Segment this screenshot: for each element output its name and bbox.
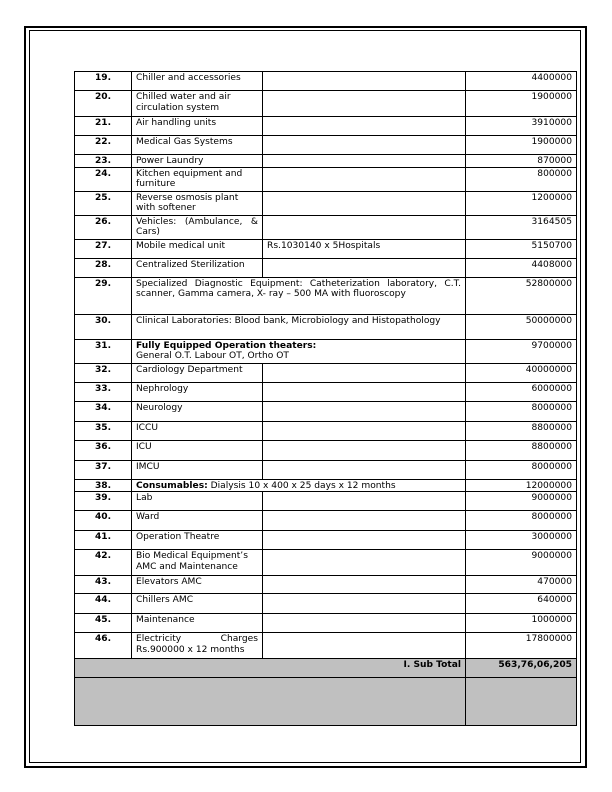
- budget-table: [74, 71, 577, 726]
- item-description: ICU: [132, 440, 263, 460]
- row-number: 20.: [75, 91, 132, 117]
- table-row: [75, 382, 577, 401]
- row-number: 30.: [75, 314, 132, 339]
- item-description: Cardiology Department: [132, 363, 263, 382]
- table-row: [75, 614, 577, 633]
- item-detail: [263, 136, 466, 155]
- item-description: Elevators AMC: [132, 576, 263, 594]
- table-row: [75, 492, 577, 511]
- table-row: [75, 191, 577, 215]
- row-number: 45.: [75, 614, 132, 633]
- item-amount: 1900000: [466, 136, 577, 155]
- row-number: 33.: [75, 382, 132, 401]
- row-number: 32.: [75, 363, 132, 382]
- subtotal-label: I. Sub Total: [75, 659, 466, 678]
- table-row: [75, 460, 577, 479]
- table-row: [75, 117, 577, 136]
- item-description: Bio Medical Equipment’s AMC and Maintenance: [132, 550, 263, 576]
- item-subtext: Dialysis 10 x 400 x 25 days x 12 months: [207, 480, 396, 491]
- item-description: Kitchen equipment and furniture: [132, 167, 263, 191]
- table-row: [75, 633, 577, 659]
- item-detail: Rs.1030140 x 5Hospitals: [263, 239, 466, 258]
- item-detail: [263, 440, 466, 460]
- table-row: [75, 91, 577, 117]
- item-description: Chilled water and air circulation system: [132, 91, 263, 117]
- item-detail: [263, 117, 466, 136]
- item-amount: 9700000: [466, 339, 577, 363]
- item-heading: Fully Equipped Operation theaters:: [136, 340, 317, 351]
- item-description: Electricity Charges Rs.900000 x 12 months: [132, 633, 263, 659]
- blank-cell: [466, 678, 577, 726]
- item-description: Operation Theatre: [132, 531, 263, 550]
- item-amount: 4400000: [466, 72, 577, 91]
- item-description: Neurology: [132, 401, 263, 421]
- row-number: 37.: [75, 460, 132, 479]
- table-row: [75, 479, 577, 492]
- table-row: [75, 550, 577, 576]
- item-amount: 470000: [466, 576, 577, 594]
- item-heading: Consumables:: [136, 480, 208, 491]
- item-description: Chiller and accessories: [132, 72, 263, 91]
- item-description: IMCU: [132, 460, 263, 479]
- item-description: Centralized Sterilization: [132, 258, 263, 277]
- row-number: 35.: [75, 421, 132, 440]
- item-description: Mobile medical unit: [132, 239, 263, 258]
- table-row: [75, 511, 577, 531]
- item-description: [132, 339, 466, 363]
- item-description: Nephrology: [132, 382, 263, 401]
- row-number: 29.: [75, 277, 132, 314]
- table-row: [75, 576, 577, 594]
- item-amount: 9000000: [466, 492, 577, 511]
- item-detail: [263, 633, 466, 659]
- table-row: [75, 421, 577, 440]
- table-row: [75, 167, 577, 191]
- row-number: 23.: [75, 155, 132, 168]
- item-amount: 4408000: [466, 258, 577, 277]
- item-amount: 8000000: [466, 511, 577, 531]
- item-detail: [263, 550, 466, 576]
- subtotal-row: [75, 659, 577, 678]
- blank-cell: [75, 678, 466, 726]
- item-description: Specialized Diagnostic Equipment: Catheterization laboratory, C.T. scanner, Gamma camera, X- ray – 500 MA with fluoroscopy: [132, 277, 466, 314]
- item-description: Clinical Laboratories: Blood bank, Microbiology and Histopathology: [132, 314, 466, 339]
- row-number: 28.: [75, 258, 132, 277]
- item-description: Ward: [132, 511, 263, 531]
- item-detail: [263, 492, 466, 511]
- table-row: [75, 277, 577, 314]
- item-detail: [263, 401, 466, 421]
- item-amount: 1000000: [466, 614, 577, 633]
- item-amount: 52800000: [466, 277, 577, 314]
- item-detail: [263, 576, 466, 594]
- table-row: [75, 314, 577, 339]
- item-amount: 8000000: [466, 401, 577, 421]
- table-row: [75, 440, 577, 460]
- table-row: [75, 594, 577, 614]
- item-amount: 40000000: [466, 363, 577, 382]
- item-amount: 5150700: [466, 239, 577, 258]
- item-amount: 3164505: [466, 215, 577, 239]
- item-detail: [263, 511, 466, 531]
- row-number: 46.: [75, 633, 132, 659]
- item-description: Power Laundry: [132, 155, 263, 168]
- row-number: 21.: [75, 117, 132, 136]
- item-amount: 8800000: [466, 440, 577, 460]
- item-description: ICCU: [132, 421, 263, 440]
- table-row: [75, 401, 577, 421]
- item-detail: [263, 382, 466, 401]
- item-amount: 3910000: [466, 117, 577, 136]
- row-number: 27.: [75, 239, 132, 258]
- row-number: 34.: [75, 401, 132, 421]
- item-description: Reverse osmosis plant with softener: [132, 191, 263, 215]
- row-number: 42.: [75, 550, 132, 576]
- table-row: [75, 339, 577, 363]
- table-row: [75, 258, 577, 277]
- row-number: 36.: [75, 440, 132, 460]
- row-number: 43.: [75, 576, 132, 594]
- item-description: Maintenance: [132, 614, 263, 633]
- item-description: Air handling units: [132, 117, 263, 136]
- item-detail: [263, 258, 466, 277]
- item-amount: 6000000: [466, 382, 577, 401]
- item-description: Medical Gas Systems: [132, 136, 263, 155]
- item-amount: 3000000: [466, 531, 577, 550]
- item-amount: 8800000: [466, 421, 577, 440]
- item-detail: [263, 191, 466, 215]
- item-description: Lab: [132, 492, 263, 511]
- item-amount: 12000000: [466, 479, 577, 492]
- row-number: 44.: [75, 594, 132, 614]
- table-row: [75, 215, 577, 239]
- row-number: 38.: [75, 479, 132, 492]
- item-description: Chillers AMC: [132, 594, 263, 614]
- row-number: 41.: [75, 531, 132, 550]
- item-description: [132, 479, 466, 492]
- item-amount: 50000000: [466, 314, 577, 339]
- item-detail: [263, 594, 466, 614]
- item-detail: [263, 215, 466, 239]
- item-subtext: General O.T. Labour OT, Ortho OT: [136, 351, 289, 361]
- table-row: [75, 363, 577, 382]
- row-number: 22.: [75, 136, 132, 155]
- item-description: Vehicles: (Ambulance, & Cars): [132, 215, 263, 239]
- item-detail: [263, 531, 466, 550]
- table-row: [75, 72, 577, 91]
- item-amount: 9000000: [466, 550, 577, 576]
- item-amount: 17800000: [466, 633, 577, 659]
- item-detail: [263, 363, 466, 382]
- item-detail: [263, 155, 466, 168]
- row-number: 26.: [75, 215, 132, 239]
- row-number: 24.: [75, 167, 132, 191]
- item-amount: 1200000: [466, 191, 577, 215]
- row-number: 39.: [75, 492, 132, 511]
- row-number: 31.: [75, 339, 132, 363]
- table-row: [75, 155, 577, 168]
- item-detail: [263, 91, 466, 117]
- item-amount: 800000: [466, 167, 577, 191]
- item-detail: [263, 167, 466, 191]
- row-number: 19.: [75, 72, 132, 91]
- table-row: [75, 239, 577, 258]
- table-row: [75, 531, 577, 550]
- item-amount: 8000000: [466, 460, 577, 479]
- item-detail: [263, 460, 466, 479]
- item-detail: [263, 421, 466, 440]
- table-row: [75, 136, 577, 155]
- item-amount: 870000: [466, 155, 577, 168]
- row-number: 25.: [75, 191, 132, 215]
- item-amount: 640000: [466, 594, 577, 614]
- item-detail: [263, 72, 466, 91]
- item-detail: [263, 614, 466, 633]
- row-number: 40.: [75, 511, 132, 531]
- item-amount: 1900000: [466, 91, 577, 117]
- blank-row: [75, 678, 577, 726]
- subtotal-amount: 563,76,06,205: [466, 659, 577, 678]
